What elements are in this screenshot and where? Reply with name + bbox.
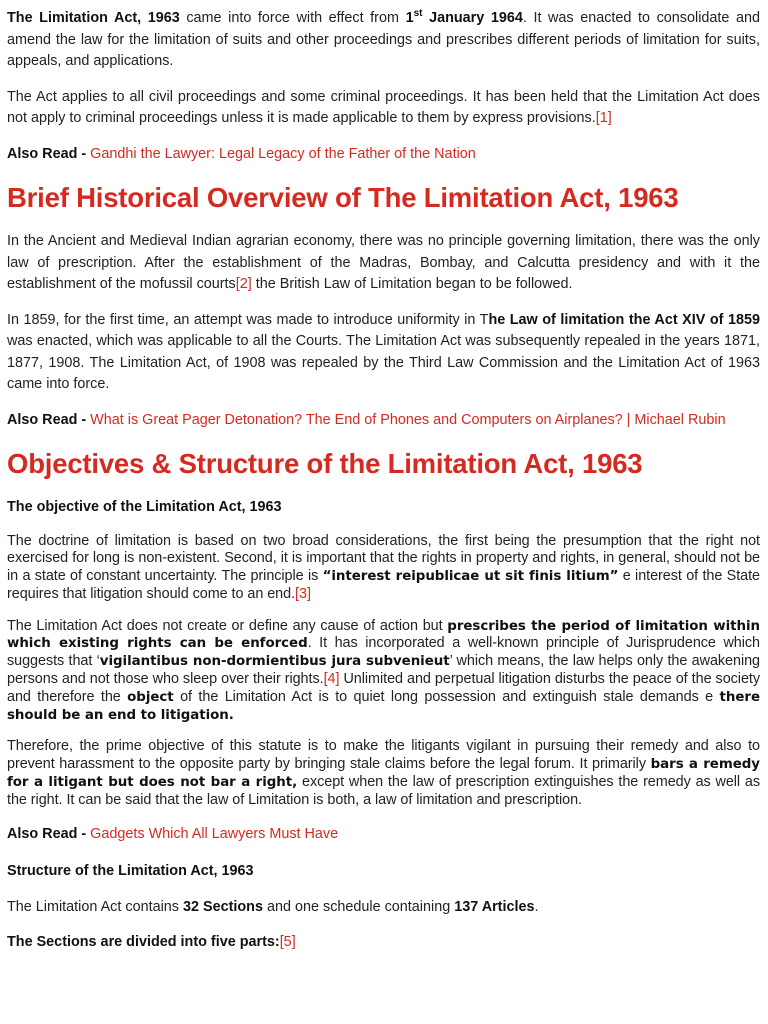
applicability-paragraph: The Act applies to all civil proceedings and some criminal proceedings. It has been held that the Limitation Act does not apply to criminal proceedings unless it is made applicable to them by express provisions.[1] xyxy=(7,88,760,126)
also-read-link[interactable]: What is Great Pager Detonation? The End of Phones and Computers on Airplanes? | Michael Rubin xyxy=(90,411,726,428)
footnote-link-1[interactable]: [1] xyxy=(595,110,612,126)
footnote-link-5[interactable]: [5] xyxy=(279,934,296,951)
also-read-label: Also Read - xyxy=(7,411,87,428)
act-name: The Limitation Act, 1963 xyxy=(7,10,180,26)
prime-objective-paragraph: Therefore, the prime objective of this statute is to make the litigants vigilant in pursuing their remedy and also to prevent harassment to the opposite party by bringing stale claims before the legal forum. It primarily bars a remedy for a litigant but does not bar a right, except when the law of prescription extinguishes the remedy as well as the right. It can be said that the law of Limitation is both, a law of limitation and prescription. xyxy=(7,738,760,808)
section-heading-objectives: Objectives & Structure of the Limitation Act, 1963 xyxy=(7,448,643,479)
intro-paragraph: The Limitation Act, 1963 came into force with effect from 1st January 1964. It was enacted to consolidate and amend the law for the limitation of suits and other proceedings and prescribes different periods of limitation for suits, appeals, and applications. xyxy=(7,8,760,69)
also-read-link[interactable]: Gandhi the Lawyer: Legal Legacy of the Father of the Nation xyxy=(90,145,476,162)
also-read-label: Also Read - xyxy=(7,145,87,162)
subheading-structure: Structure of the Limitation Act, 1963 xyxy=(7,863,254,880)
also-read-link[interactable]: Gadgets Which All Lawyers Must Have xyxy=(90,825,339,842)
history-paragraph-2: In 1859, for the first time, an attempt was made to introduce uniformity in The Law of limitation the Act XIV of 1859 was enacted, which was applicable to all the Courts. The Limitation Act was subsequently repealed in the years 1871, 1877, 1908. The Limitation Act, of 1908 was repealed by the Third Law Commission and the Limitation Act of 1963 came into force. xyxy=(7,311,760,392)
section-heading-history: Brief Historical Overview of The Limitation Act, 1963 xyxy=(7,182,679,213)
doctrine-paragraph: The doctrine of limitation is based on two broad considerations, the first being the presumption that the right not exercised for long is non-existent. Second, it is important that the rights in property and rights, in general, should not be in a state of constant uncertainty. The principle is “interest reipublicae ut sit finis litium” e interest of the State requires that litigation should come to an end.[3] xyxy=(7,532,760,602)
sections-parts-paragraph: The Sections are divided into five parts:[5] xyxy=(7,934,296,951)
footnote-link-3[interactable]: [3] xyxy=(295,585,311,602)
also-read-3 xyxy=(7,824,760,846)
limitation-purpose-paragraph: The Limitation Act does not create or define any cause of action but prescribes the period of limitation within which existing rights can be enforced. It has incorporated a well-known principle of Jurisprudence which suggests that ‘vigilantibus non-dormientibus jura subvenieut’ which means, the law helps only the awakening persons and not those who sleep over their rights.[4] Unlimited and perpetual litigation disturbs the peace of the society and therefore the object of the Limitation Act is to quiet long possession and extinguish stale demands e there should be an end to litigation. xyxy=(7,617,760,723)
subheading-objective: The objective of the Limitation Act, 1963 xyxy=(7,499,282,515)
footnote-link-2[interactable]: [2] xyxy=(235,276,252,292)
history-paragraph-1: In the Ancient and Medieval Indian agrarian economy, there was no principle governing limitation, there was the only law of prescription. After the establishment of the Madras, Bombay, and Calcutta presidency and with it the establishment of the mofussil courts[2] the British Law of Limitation began to be followed. xyxy=(7,233,760,292)
also-read-label: Also Read - xyxy=(7,825,87,842)
footnote-link-4[interactable]: [4] xyxy=(323,671,340,688)
also-read-2 xyxy=(7,410,760,432)
also-read-1 xyxy=(7,144,760,166)
structure-paragraph: The Limitation Act contains 32 Sections and one schedule containing 137 Articles. xyxy=(7,898,539,915)
